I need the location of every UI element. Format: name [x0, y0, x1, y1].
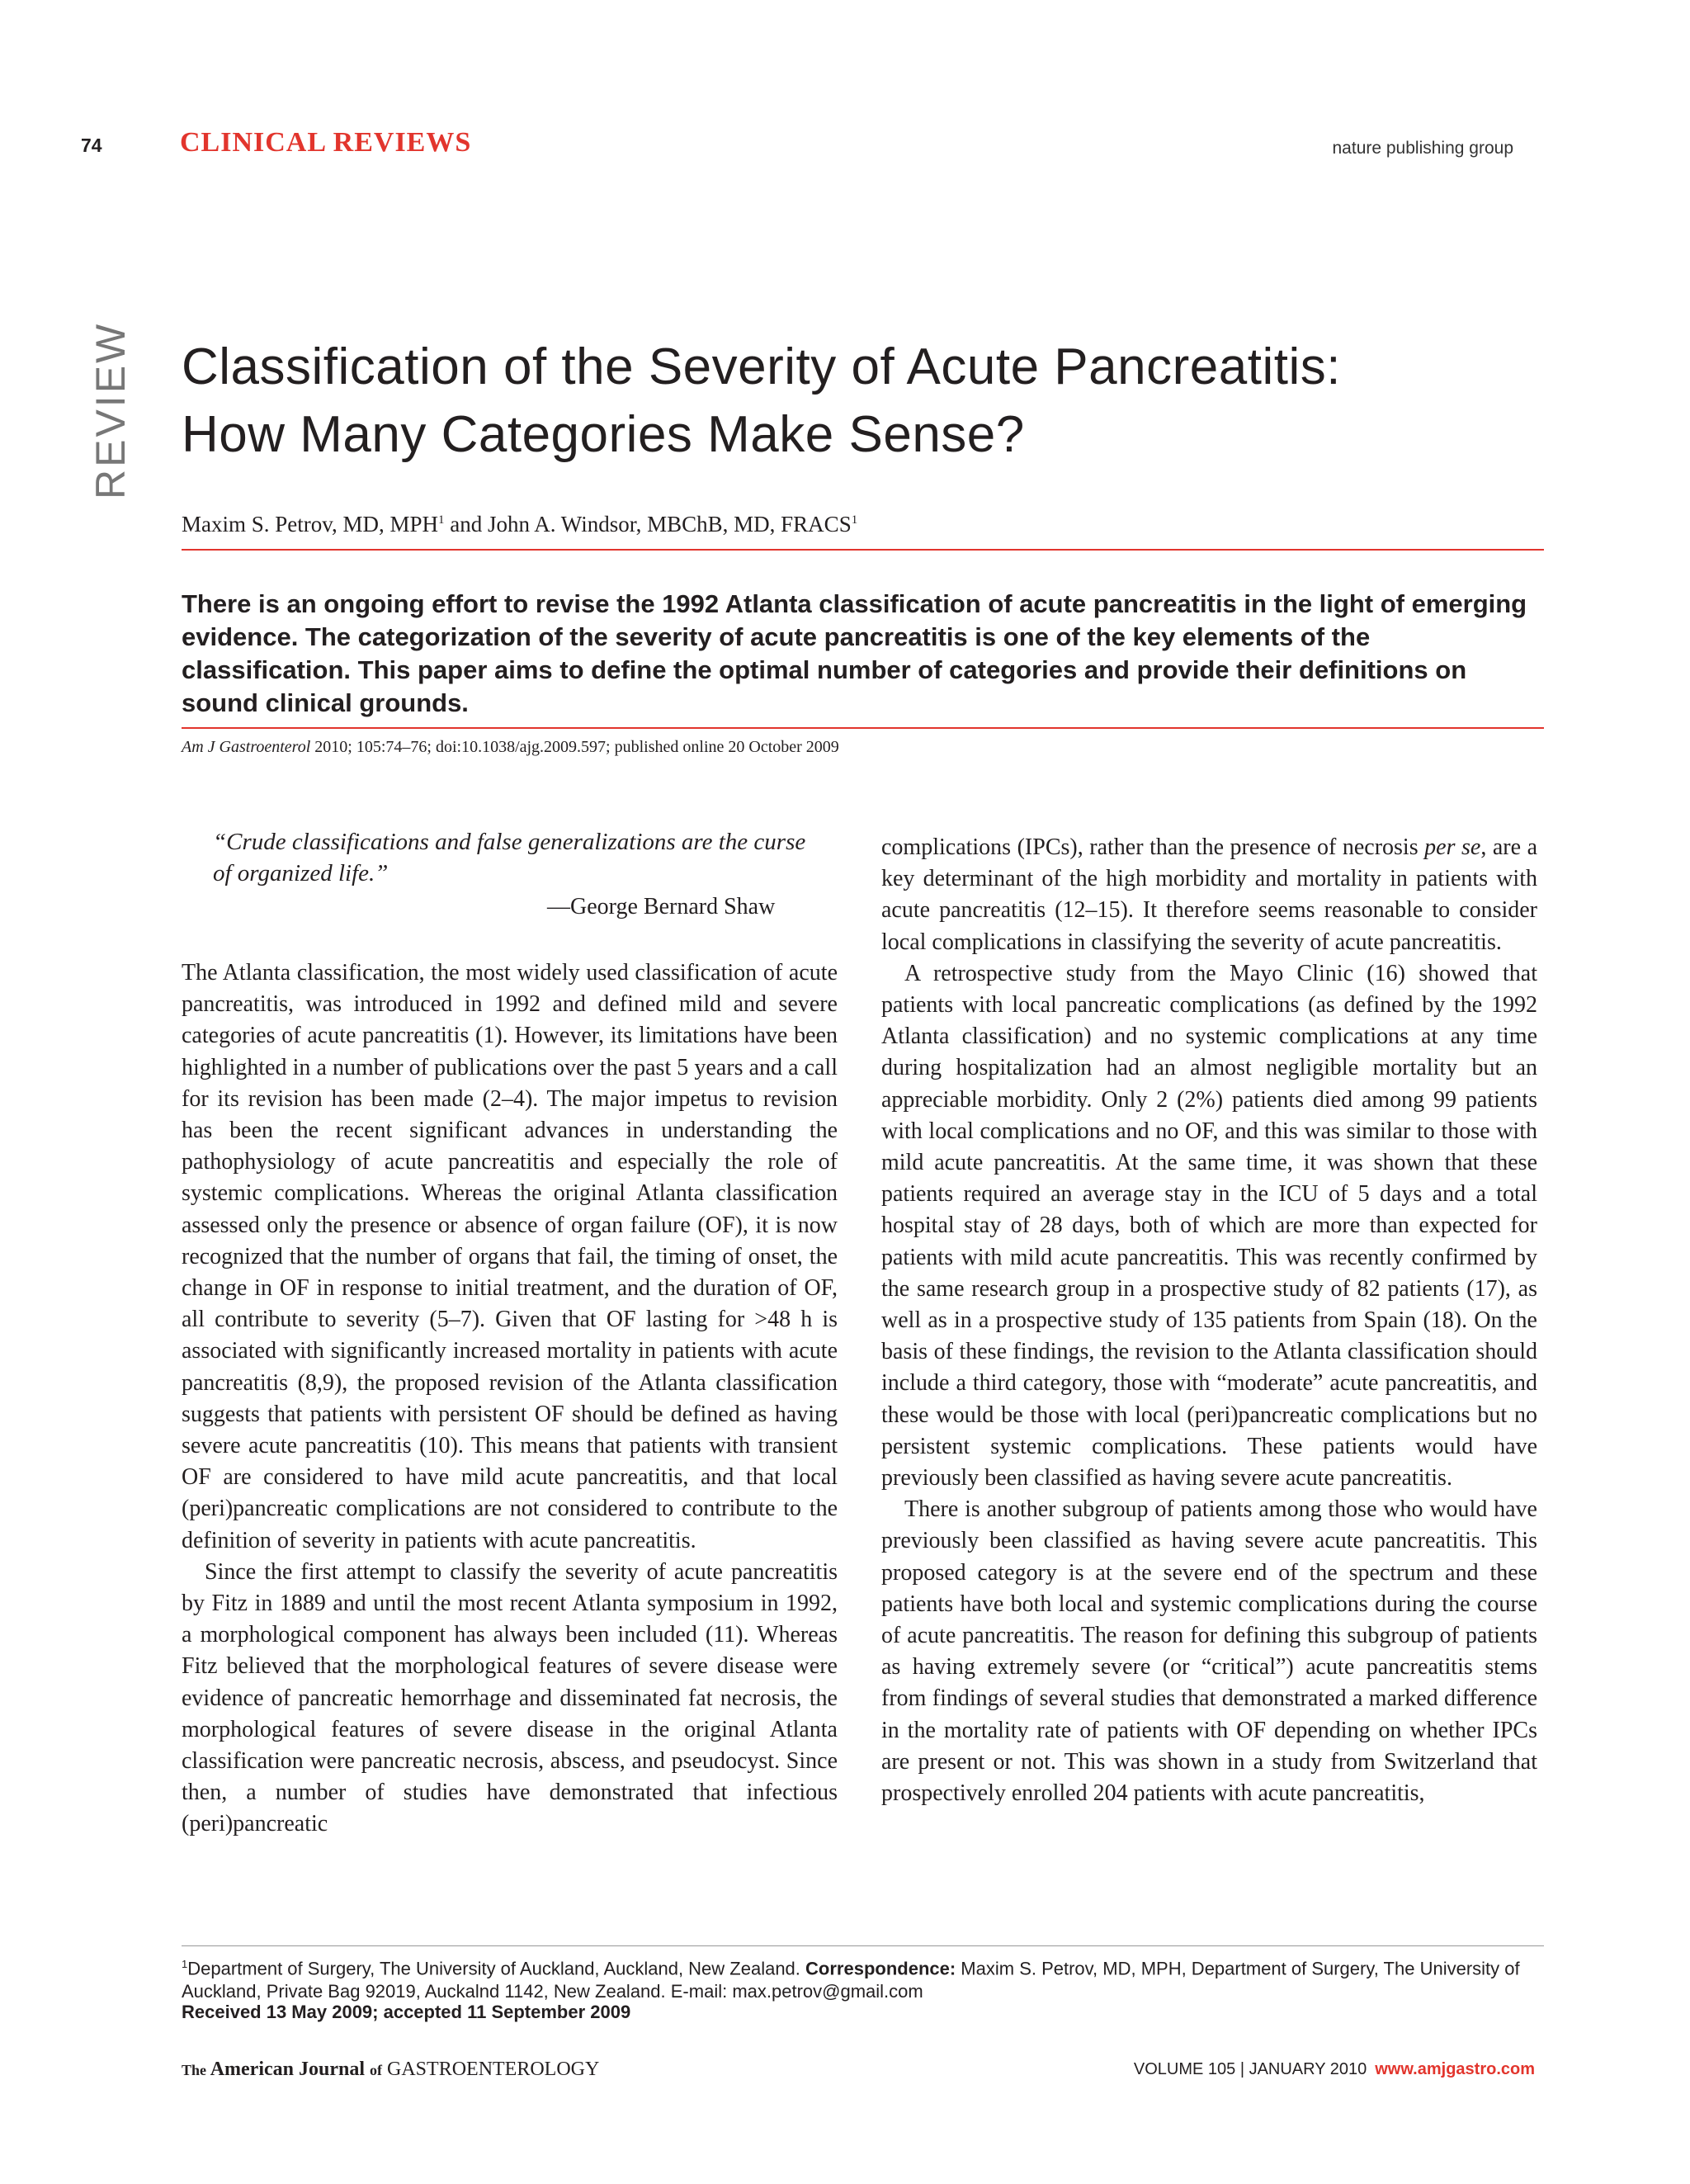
title-divider [182, 549, 1544, 551]
footnote-divider [182, 1945, 1544, 1946]
paragraph: A retrospective study from the Mayo Clinic (16) showed that patients with local pancreatic complications (as defined by the 1992 Atlanta classification) and no systemic complications at any time during hospitalization had an almost negligible mortality but an appreciable morbidity. Only 2 (2%) patients died among 99 patients with local complications and no OF, and this was similar to those with mild acute pancreatitis. At the same time, it was shown that these patients required an average stay in the ICU of 5 days and a total hospital stay of 28 days, both of which are more than expected for patients with mild acute pancreatitis. This was recently confirmed by the same research group in a prospective study of 82 patients (17), as well as in a prospective study of 135 patients from Spain (18). On the basis of these findings, the revision to the Atlanta classification should include a third category, those with “moderate” acute pancreatitis, and these would be those with local (peri)pancreatic complications but no persistent systemic complications. These patients would have previously been classified as having severe acute pancreatitis. [881, 960, 1537, 1491]
body-column-left [182, 957, 838, 1841]
title-line-1: Classification of the Severity of Acute Pancreatitis: [182, 338, 1341, 395]
author-list [182, 512, 857, 537]
side-label-review: REVIEW [87, 321, 134, 499]
citation-journal: Am J Gastroenterol [182, 738, 311, 756]
footnote [182, 1953, 1544, 2003]
journal-name [182, 2059, 599, 2081]
citation-details: 2010; 105:74–76; doi:10.1038/ajg.2009.597; published online 20 October 2009 [310, 738, 839, 756]
author-2: John A. Windsor, MBChB, MD, FRACS [488, 512, 852, 537]
paragraph-text: complications (IPCs), rather than the presence of necrosis [881, 834, 1425, 860]
paragraph [881, 832, 1537, 958]
abstract-divider [182, 727, 1544, 729]
footnote-correspondence-label: Correspondence: [805, 1958, 956, 1979]
journal-gastroenterology: GASTROENTEROLOGY [382, 2059, 600, 2080]
author-2-affiliation: 1 [851, 513, 858, 527]
footnote-department: Department of Surgery, The University of Auckland, Auckland, New Zealand. [187, 1958, 806, 1979]
citation [182, 738, 839, 757]
abstract: There is an ongoing effort to revise the 1992 Atlanta classification of acute pancreatitis in the light of emerging evidence. The categorization of the severity of acute pancreatitis is one of the key elements of the classification. This paper aims to define the optimal number of categories and provide their definitions on sound clinical grounds. [182, 589, 1527, 717]
paragraph-text: , are a key determinant of the high morbidity and mortality in patients with acute pancreatitis (12–15). It therefore seems reasonable to consider local complications in classifying the severity of acute pancreatitis. [881, 834, 1537, 955]
paragraph: The Atlanta classification, the most widely used classification of acute pancreatitis, was introduced in 1992 and defined mild and severe categories of acute pancreatitis (1). However, its limitations have been highlighted in a number of publications over the past 5 years and a call for its revision has been made (2–4). The major impetus to revision has been the recent significant advances in understanding the pathophysiology of acute pancreatitis and especially the role of systemic complications. Whereas the original Atlanta classification assessed only the presence or absence of organ failure (OF), it is now recognized that the number of organs that fail, the timing of onset, the change in OF in response to initial treatment, and the duration of OF, all contribute to severity (5–7). Given that OF lasting for >48 h is associated with significantly increased mortality in patients with acute pancreatitis (8,9), the proposed revision of the Atlanta classification suggests that patients with persistent OF should be defined as having severe acute pancreatitis (10). This means that patients with transient OF are considered to have mild acute pancreatitis, and that local (peri)pancreatic complications are not considered to contribute to the definition of severity in patients with acute pancreatitis. [182, 960, 838, 1553]
epigraph-author: —George Bernard Shaw [547, 894, 776, 919]
article-title [182, 333, 1535, 469]
footnote-correspondence: Maxim S. Petrov, MD, MPH, Department of Surgery, The University of Auckland, Private Bag 92019, Auckalnd 1142, New Zealand. E-mail: max.petrov@gmail.com [182, 1958, 1520, 2002]
epigraph-quote: “Crude classifications and false generalizations are the curse of organized life.” [213, 829, 806, 886]
journal-the: The [182, 2062, 207, 2078]
volume-issue: VOLUME 105 | JANUARY 2010 [1133, 2060, 1367, 2078]
received-dates: Received 13 May 2009; accepted 11 September 2009 [182, 2002, 631, 2022]
paragraph: Since the first attempt to classify the severity of acute pancreatitis by Fitz in 1889 and until the most recent Atlanta symposium in 1992, a morphological component has always been included (11). Whereas Fitz believed that the morphological features of severe disease were evidence of pancreatic hemorrhage and disseminated fat necrosis, the morphological features of severe disease in the original Atlanta classification were pancreatic necrosis, abscess, and pseudocyst. Since then, a number of studies have demonstrated that infectious (peri)pancreatic [182, 1558, 838, 1837]
journal-of: of [370, 2062, 383, 2078]
volume-info [1134, 2060, 1535, 2079]
author-conjunction: and [444, 512, 489, 537]
section-heading: CLINICAL REVIEWS [180, 127, 472, 158]
author-1: Maxim S. Petrov, MD, MPH [182, 512, 439, 537]
paragraph: There is another subgroup of patients among those who would have previously been classified as having severe acute pancreatitis. This proposed category is at the severe end of the spectrum and these patients have both local and systemic complications during the course of acute pancreatitis. The reason for defining this subgroup of patients as having extremely severe (or “critical”) acute pancreatitis stems from findings of several studies that demonstrated a marked difference in the mortality rate of patients with OF depending on whether IPCs are present or not. This was shown in a study from Switzerland that prospectively enrolled 204 patients with acute pancreatitis, [881, 1496, 1537, 1807]
journal-american-journal: American Journal [206, 2059, 371, 2080]
publisher-name: nature publishing group [1332, 139, 1513, 158]
journal-website-link[interactable]: www.amjgastro.com [1375, 2060, 1535, 2078]
title-line-2: How Many Categories Make Sense? [182, 406, 1025, 463]
author-1-affiliation: 1 [438, 513, 445, 527]
page-number: 74 [81, 135, 102, 156]
paragraph-emphasis: per se [1424, 834, 1481, 860]
body-column-right [881, 832, 1537, 1809]
footnote-marker: 1 [182, 1958, 188, 1970]
